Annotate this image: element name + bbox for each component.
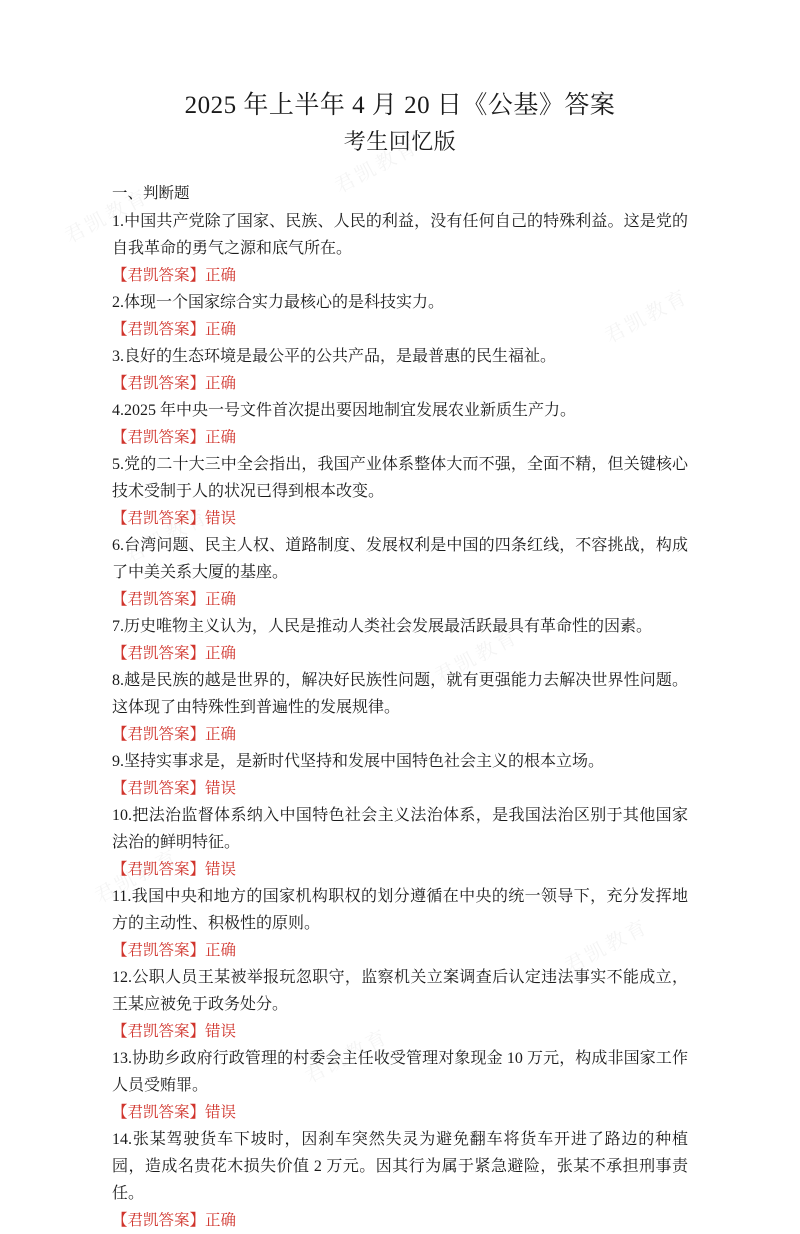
answer-tag: 【君凯答案】 bbox=[112, 780, 206, 797]
answer-line bbox=[112, 775, 688, 802]
answer-tag: 【君凯答案】 bbox=[112, 1023, 206, 1040]
page-title: 2025 年上半年 4 月 20 日《公基》答案 bbox=[184, 92, 616, 119]
page-subtitle: 考生回忆版 bbox=[343, 129, 457, 154]
section-heading: 一、判断题 bbox=[112, 185, 190, 202]
answer-value: 正确 bbox=[205, 726, 237, 743]
question-text: 9.坚持实事求是，是新时代坚持和发展中国特色社会主义的根本立场。 bbox=[112, 753, 605, 770]
answer-line bbox=[112, 721, 688, 748]
answer-value: 正确 bbox=[205, 267, 237, 284]
question-answer-list bbox=[112, 208, 688, 1234]
answer-tag: 【君凯答案】 bbox=[112, 591, 206, 608]
answer-value: 正确 bbox=[205, 942, 237, 959]
answer-line bbox=[112, 505, 688, 532]
answer-tag: 【君凯答案】 bbox=[112, 1104, 206, 1121]
answer-value: 正确 bbox=[205, 591, 237, 608]
answer-value: 正确 bbox=[205, 429, 237, 446]
answer-line bbox=[112, 262, 688, 289]
answer-value: 错误 bbox=[205, 1023, 237, 1040]
question-text: 12.公职人员王某被举报玩忽职守，监察机关立案调查后认定违法事实不能成立，王某应被免于政务处分。 bbox=[112, 969, 688, 1013]
answer-line bbox=[112, 370, 688, 397]
document-content bbox=[112, 88, 688, 1234]
answer-tag: 【君凯答案】 bbox=[112, 429, 206, 446]
question-text: 1.中国共产党除了国家、民族、人民的利益，没有任何自己的特殊利益。这是党的自我革命的勇气之源和底气所在。 bbox=[112, 213, 688, 257]
answer-tag: 【君凯答案】 bbox=[112, 267, 206, 284]
answer-line bbox=[112, 640, 688, 667]
answer-line bbox=[112, 1207, 688, 1234]
answer-value: 错误 bbox=[205, 861, 237, 878]
answer-line bbox=[112, 937, 688, 964]
question-text: 14.张某驾驶货车下坡时，因刹车突然失灵为避免翻车将货车开进了路边的种植园，造成名贵花木损失价值 2 万元。因其行为属于紧急避险，张某不承担刑事责任。 bbox=[112, 1131, 688, 1202]
answer-value: 错误 bbox=[205, 1104, 237, 1121]
question-text: 10.把法治监督体系纳入中国特色社会主义法治体系，是我国法治区别于其他国家法治的鲜明特征。 bbox=[112, 807, 688, 851]
answer-tag: 【君凯答案】 bbox=[112, 1212, 206, 1229]
answer-line bbox=[112, 316, 688, 343]
answer-value: 正确 bbox=[205, 645, 237, 662]
answer-tag: 【君凯答案】 bbox=[112, 321, 206, 338]
question-text: 13.协助乡政府行政管理的村委会主任收受管理对象现金 10 万元，构成非国家工作人员受贿罪。 bbox=[112, 1050, 688, 1094]
answer-tag: 【君凯答案】 bbox=[112, 645, 206, 662]
answer-tag: 【君凯答案】 bbox=[112, 726, 206, 743]
question-text: 2.体现一个国家综合实力最核心的是科技实力。 bbox=[112, 294, 445, 311]
question-text: 7.历史唯物主义认为，人民是推动人类社会发展最活跃最具有革命性的因素。 bbox=[112, 618, 653, 635]
answer-value: 错误 bbox=[205, 780, 237, 797]
answer-tag: 【君凯答案】 bbox=[112, 942, 206, 959]
answer-line bbox=[112, 1099, 688, 1126]
answer-value: 错误 bbox=[205, 510, 237, 527]
answer-value: 正确 bbox=[205, 375, 237, 392]
answer-line bbox=[112, 424, 688, 451]
answer-tag: 【君凯答案】 bbox=[112, 375, 206, 392]
question-text: 3.良好的生态环境是最公平的公共产品，是最普惠的民生福祉。 bbox=[112, 348, 557, 365]
question-text: 5.党的二十大三中全会指出，我国产业体系整体大而不强，全面不精，但关键核心技术受制于人的状况已得到根本改变。 bbox=[112, 456, 688, 500]
answer-value: 正确 bbox=[205, 321, 237, 338]
answer-line bbox=[112, 1018, 688, 1045]
question-text: 6.台湾问题、民主人权、道路制度、发展权利是中国的四条红线，不容挑战，构成了中美关系大厦的基座。 bbox=[112, 537, 688, 581]
question-text: 4.2025 年中央一号文件首次提出要因地制宜发展农业新质生产力。 bbox=[112, 402, 577, 419]
answer-line bbox=[112, 586, 688, 613]
answer-tag: 【君凯答案】 bbox=[112, 510, 206, 527]
answer-tag: 【君凯答案】 bbox=[112, 861, 206, 878]
question-text: 11.我国中央和地方的国家机构职权的划分遵循在中央的统一领导下，充分发挥地方的主动性、积极性的原则。 bbox=[112, 888, 688, 932]
answer-value: 正确 bbox=[205, 1212, 237, 1229]
question-text: 8.越是民族的越是世界的，解决好民族性问题，就有更强能力去解决世界性问题。这体现了由特殊性到普遍性的发展规律。 bbox=[112, 672, 688, 716]
answer-line bbox=[112, 856, 688, 883]
